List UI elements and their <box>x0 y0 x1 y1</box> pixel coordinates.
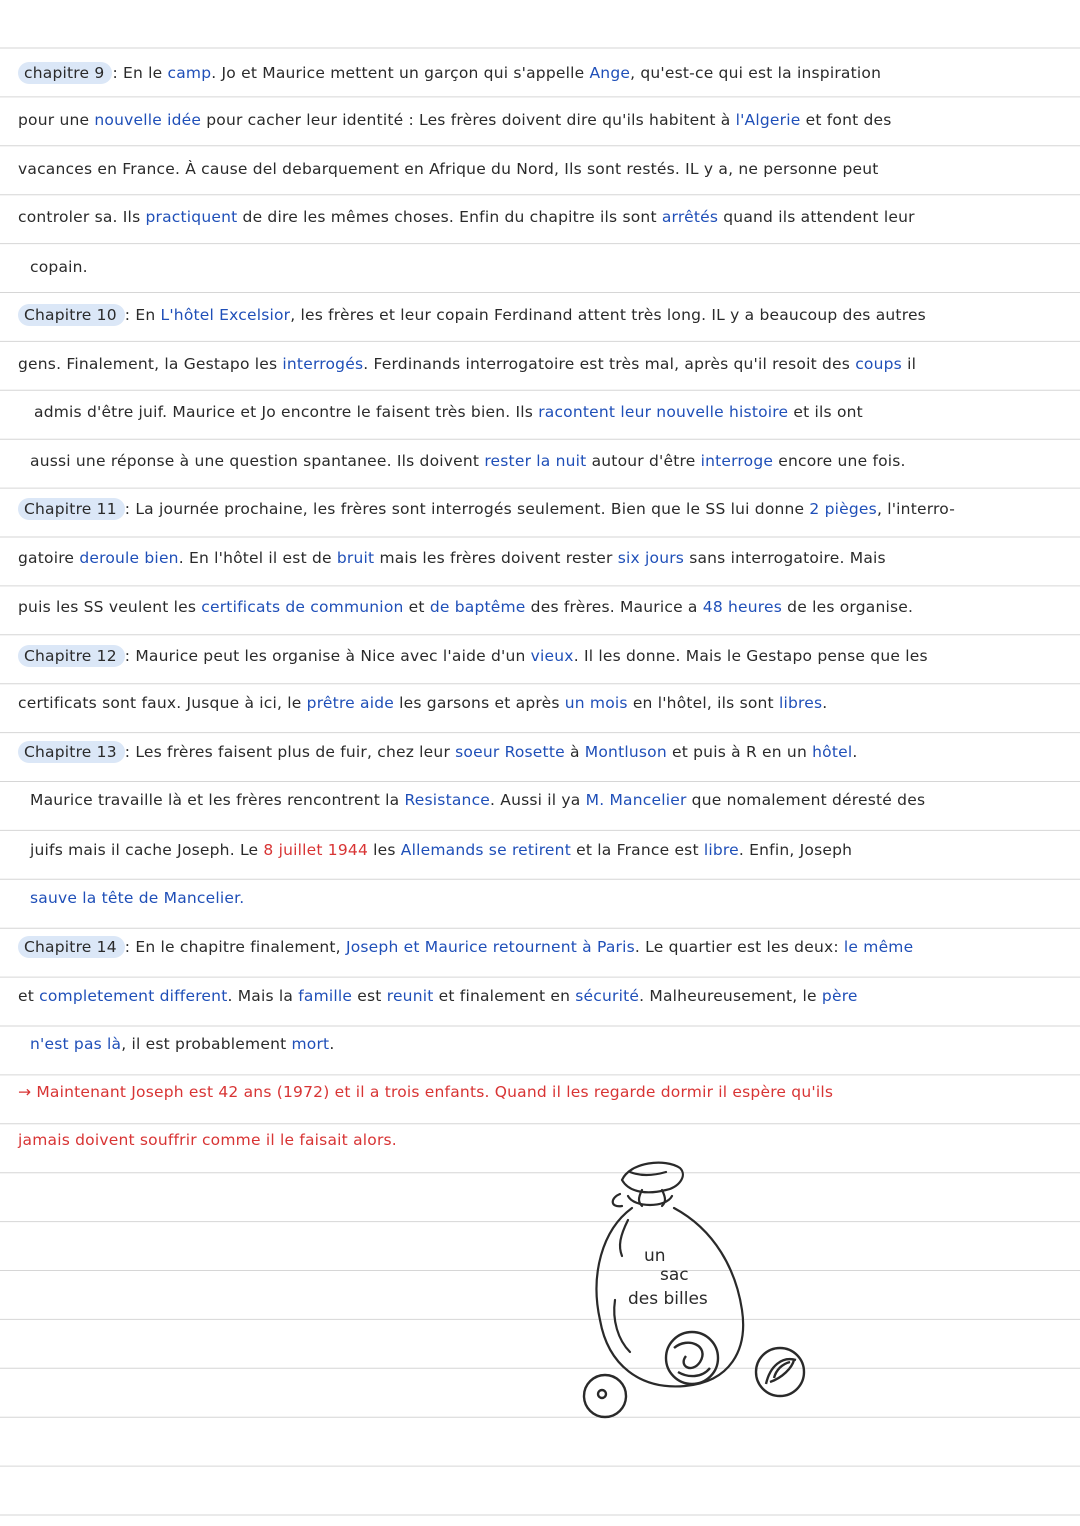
note-line <box>30 252 1080 282</box>
note-text: sans interrogatoire. Mais <box>684 549 886 567</box>
note-text: . Ferdinands interrogatoire est très mal, après qu'il resoit des <box>363 355 856 373</box>
note-text: : En <box>124 306 161 324</box>
note-text: et ils ont <box>788 403 863 421</box>
highlight-blue: un mois <box>564 694 628 712</box>
note-text: gatoire <box>18 549 80 567</box>
note-line <box>18 300 1068 330</box>
note-text: de dire les mêmes choses. Enfin du chapitre ils sont <box>237 208 662 226</box>
note-text: autour d'être <box>586 452 701 470</box>
note-text: à <box>564 743 585 761</box>
marble-large <box>666 1332 718 1384</box>
note-text: copain. <box>30 258 88 276</box>
note-text: , l'interro- <box>876 500 956 518</box>
note-text: gens. Finalement, la Gestapo les <box>18 355 283 373</box>
note-text: : En le <box>112 64 168 82</box>
note-line <box>18 154 1068 184</box>
highlight-blue: reunit <box>386 987 434 1005</box>
note-text: . Il les donne. Mais le Gestapo pense que les <box>573 647 928 665</box>
note-text: . Enfin, Joseph <box>738 841 853 859</box>
note-line <box>18 349 1068 379</box>
note-line <box>30 1029 1080 1059</box>
highlight-red: jamais doivent souffrir comme il le faisait alors. <box>18 1131 397 1149</box>
note-text: . Malheureusement, le <box>639 987 822 1005</box>
chapter-heading: Chapitre 11 <box>18 498 125 520</box>
note-line <box>18 981 1068 1011</box>
note-text: en l'hôtel, ils sont <box>627 694 779 712</box>
note-line <box>18 1125 1068 1155</box>
note-text: . Jo et Maurice mettent un garçon qui s'appelle <box>211 64 590 82</box>
highlight-blue: hôtel <box>812 743 853 761</box>
note-text: et <box>403 598 430 616</box>
note-line <box>18 202 1068 232</box>
highlight-blue: coups <box>855 355 902 373</box>
chapter-heading: Chapitre 10 <box>18 304 125 326</box>
highlight-blue: prêtre aide <box>306 694 395 712</box>
highlight-blue: interroge <box>700 452 774 470</box>
highlight-blue: le même <box>843 938 914 956</box>
highlight-blue: camp <box>167 64 212 82</box>
note-line <box>18 641 1068 671</box>
highlight-blue: L'hôtel Excelsior <box>160 306 291 324</box>
note-text: certificats sont faux. Jusque à ici, le <box>18 694 307 712</box>
note-line <box>18 932 1068 962</box>
note-line <box>30 835 1080 865</box>
note-text: et <box>18 987 40 1005</box>
highlight-red: 8 juillet 1944 <box>263 841 369 859</box>
bag-label-3: des billes <box>628 1289 708 1309</box>
highlight-blue: interrogés <box>282 355 364 373</box>
note-text: . En l'hôtel il est de <box>178 549 337 567</box>
note-text: . Le quartier est les deux: <box>634 938 844 956</box>
chapter-heading: Chapitre 13 <box>18 741 125 763</box>
chapter-heading: Chapitre 12 <box>18 645 125 667</box>
note-line <box>18 58 1068 88</box>
highlight-blue: certificats de communion <box>201 598 404 616</box>
highlight-blue: rester la nuit <box>484 452 587 470</box>
note-text: et finalement en <box>433 987 576 1005</box>
note-text: controler sa. Ils <box>18 208 146 226</box>
note-text: les <box>368 841 401 859</box>
highlight-blue: arrêtés <box>661 208 719 226</box>
note-text: quand ils attendent leur <box>718 208 915 226</box>
highlight-blue: sauve la tête de Mancelier. <box>30 889 245 907</box>
note-text: : Les frères faisent plus de fuir, chez leur <box>124 743 456 761</box>
highlight-blue: six jours <box>617 549 685 567</box>
chapter-heading: chapitre 9 <box>18 62 112 84</box>
note-line <box>18 688 1068 718</box>
marble-right <box>756 1348 804 1396</box>
highlight-blue: M. Mancelier <box>585 791 687 809</box>
note-line <box>18 105 1068 135</box>
note-line <box>18 1077 1068 1107</box>
note-text: il <box>901 355 917 373</box>
note-line <box>30 785 1080 815</box>
note-line <box>18 592 1068 622</box>
chapter-heading: Chapitre 14 <box>18 936 125 958</box>
highlight-blue: Allemands se retirent <box>400 841 571 859</box>
highlight-blue: famille <box>298 987 353 1005</box>
note-text: aussi une réponse à une question spantanee. Ils doivent <box>30 452 485 470</box>
highlight-blue: Ange <box>589 64 631 82</box>
note-text: . <box>852 743 858 761</box>
highlight-red: → Maintenant Joseph est 42 ans (1972) et il a trois enfants. Quand il les regarde dormir il espère qu'ils <box>18 1083 834 1101</box>
note-text: et font des <box>800 111 892 129</box>
highlight-blue: l'Algerie <box>735 111 801 129</box>
highlight-blue: 2 pièges <box>809 500 877 518</box>
note-text: des frères. Maurice a <box>525 598 703 616</box>
marble-bag-drawing <box>570 1150 830 1444</box>
marble-small <box>584 1375 626 1417</box>
note-text: , les frères et leur copain Ferdinand attent très long. IL y a beaucoup des autres <box>290 306 926 324</box>
highlight-blue: de baptême <box>429 598 526 616</box>
note-line <box>34 397 1080 427</box>
note-text: pour cacher leur identité : Les frères doivent dire qu'ils habitent à <box>201 111 736 129</box>
highlight-blue: practiquent <box>145 208 238 226</box>
note-line <box>18 543 1068 573</box>
note-text: : Maurice peut les organise à Nice avec l'aide d'un <box>124 647 531 665</box>
highlight-blue: vieux <box>530 647 574 665</box>
note-text: : La journée prochaine, les frères sont interrogés seulement. Bien que le SS lui donne <box>124 500 810 518</box>
highlight-blue: Montluson <box>584 743 667 761</box>
highlight-blue: bruit <box>336 549 375 567</box>
note-text: encore une fois. <box>773 452 906 470</box>
note-text: . Aussi il ya <box>490 791 586 809</box>
note-line <box>30 446 1080 476</box>
note-line <box>18 737 1068 767</box>
highlight-blue: mort <box>291 1035 330 1053</box>
note-line <box>18 494 1068 524</box>
highlight-blue: deroule bien <box>79 549 179 567</box>
note-text: . <box>329 1035 335 1053</box>
highlight-blue: soeur Rosette <box>455 743 565 761</box>
note-text: , qu'est-ce qui est la inspiration <box>630 64 882 82</box>
highlight-blue: Resistance <box>404 791 491 809</box>
highlight-blue: sécurité <box>575 987 640 1005</box>
note-text: . Mais la <box>227 987 299 1005</box>
note-text: les garsons et après <box>394 694 565 712</box>
highlight-blue: racontent leur nouvelle histoire <box>538 403 789 421</box>
highlight-blue: completement different <box>39 987 228 1005</box>
bag-label-2: sac <box>660 1265 689 1285</box>
note-text: vacances en France. À cause del debarquement en Afrique du Nord, Ils sont restés. IL y a, ne personne peut <box>18 160 879 178</box>
note-text: est <box>352 987 387 1005</box>
note-text: de les organise. <box>782 598 914 616</box>
note-text: et la France est <box>570 841 704 859</box>
note-text: admis d'être juif. Maurice et Jo encontre le faisent très bien. Ils <box>34 403 539 421</box>
highlight-blue: libres <box>778 694 823 712</box>
highlight-blue: libre <box>703 841 739 859</box>
note-text: , il est probablement <box>121 1035 292 1053</box>
highlight-blue: Joseph et Maurice retournent à Paris <box>345 938 635 956</box>
highlight-blue: père <box>821 987 858 1005</box>
note-text: que nomalement déresté des <box>686 791 926 809</box>
note-text: . <box>822 694 828 712</box>
highlight-blue: nouvelle idée <box>94 111 202 129</box>
note-text: juifs mais il cache Joseph. Le <box>30 841 264 859</box>
note-line <box>30 883 1080 913</box>
note-text: pour une <box>18 111 95 129</box>
note-text: : En le chapitre finalement, <box>124 938 346 956</box>
note-text: et puis à R en un <box>666 743 813 761</box>
note-text: Maurice travaille là et les frères rencontrent la <box>30 791 405 809</box>
highlight-blue: n'est pas là <box>30 1035 122 1053</box>
note-text: mais les frères doivent rester <box>374 549 618 567</box>
bag-label-1: un <box>644 1246 666 1266</box>
note-text: puis les SS veulent les <box>18 598 202 616</box>
highlight-blue: 48 heures <box>702 598 783 616</box>
